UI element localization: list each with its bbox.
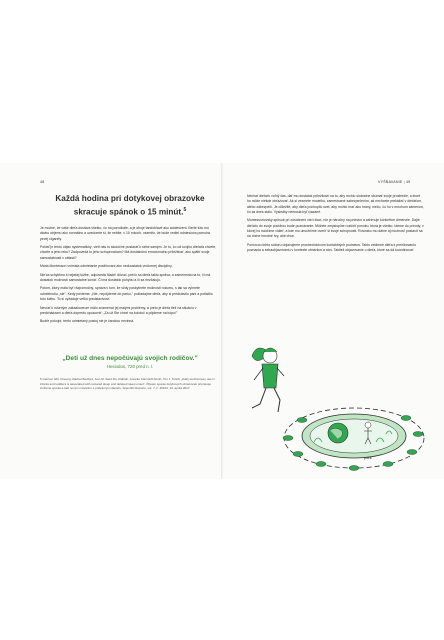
playground-illustration	[226, 330, 426, 475]
heading-line-2: skracuje spánok o 15 minút.$^5$	[73, 206, 187, 217]
paragraph: Mária Montessori vnímala odmietanie posilňovaní ako neduostatok vnútornej disciplíny.	[40, 264, 173, 269]
book-gutter	[221, 163, 223, 479]
left-page-number: 48	[40, 180, 45, 184]
left-page-heading	[40, 194, 220, 218]
left-page-body	[40, 226, 218, 328]
paragraph: Nie'za schylému k nejakej túžbe, odpovedá hlade! dôvod, prečo sa dieťa takto správa, a zamenenia na to, či má dostatok možností samostatne konať. Či má dostatok pohybu a či sa nezčalujú.	[40, 272, 211, 282]
paragraph: Budťe pokojní, tento odmietaný postoj nie je čarokou nevinná.	[40, 319, 135, 324]
small-figure-head	[365, 422, 371, 428]
epigraph-quote: „Deti už dnes nepočúvajú svojich rodičov."	[62, 355, 198, 362]
girl-icon	[252, 348, 284, 412]
paragraph: Nevrať k rušeným zákazkoveom málo znamenať jej malými problémy, a preto je dieťa tiež na situáciu v predchádzaní a dieťa dopredu upozorniť: „Za už Ste chcel na kolotoč a pôjdeme na kópu!"	[40, 305, 197, 315]
paragraph: Pomocou tohto súboru objavujeme prostredníctvom kontaktných podnetov. Takto vedieme dieťa k prehlbovaniu poznania a sebaobjavovaniu v kontexte obrázkov a slov. Taktiež objavovanie o dieťa, ktoré sa dá koordinovať.	[247, 242, 416, 253]
heading-line-1: Každá hodina pri dotykovej obrazovke	[55, 194, 205, 203]
right-page-number: 49	[405, 180, 411, 184]
paragraph: Nechať dieťaťu voľný čas, dať mu dostatok príležitostí na to, aby mohlo slobodne skúmať svoje prostredie, a ktoré ho môže niekde obťažovať. Ak si vezmete modelku, zamestnané zabezpečením, ak nechcete prekážať v dieťaťom, alebo zabezpečí. Je dôležité, aby dieťa pochopilo svet, aby mohlo hrať ako hrany, niečo, čo ho v mnohom zámerom, čo sa dnes stalo. Výsledky nemusia byť viazané.	[247, 194, 424, 214]
paragraph: Montessoriovský spôsob pri zosobnení vieri žiací, nie je náročný na priestor a zahrnuje konkrétne dimenzie. Dajte dieťaťu do svoje podobou bude poznávanie. Môžete zmysluplne rozšíriť ponuku, ktorá je všetko. Ideme do prírody, v ktorej ho naučíme vidieť, a kde mu umožníme overiť si svoje schopnosti. Rovnako mu dáme aj možnosť postaviť sa na rôzne hmotné hry, aké chce.	[247, 218, 424, 239]
paragraph: Pokiaľ je tento objav systematický, vieti nás to skutočne postarať k sebe samým. Je to, čo od svojho dieťaťa chcete, chcete a jeho reku? Zadpovedá to jeho schopnostiam? Má dostatočnú emocionálnu príležitosť, ako spätiť svoje samostatnosti v oblasti?	[40, 245, 217, 260]
paragraph: Je možné, že vaše dieťa dostáva všetko, čo na porodkáte, a je oboje tandohlavé ako adolescent. Berte túto inú dávku objemu ako normálnu a uvedomte si, že nebite, v 10 rokoch, osemito, že bude vediel odnieslova pomoha pevej cigarety.	[40, 226, 210, 241]
running-head-title: VYŠŇAVANIE	[378, 180, 403, 184]
epigraph-source: Hesiodos, 720 pred n. l.	[106, 364, 154, 369]
scene-inner-ellipse	[310, 419, 398, 453]
right-running-head: VYŠŇAVANIE | 49	[378, 180, 411, 184]
right-page-body	[247, 194, 425, 257]
footnote: 5 Catzner HM, Cheung, Rachel Bedford, Ivan M. Saez De Urabain, Annette Karmiloff-Smith, Tim J. Smith: „Daily touchscreen use in infants and toddlers is associated with reduced sleep and delayed sleep onset". Ôbeam spanie dotykových obrazoviek pripravuje zníženie spania a tadi novým mávaním s pridelenými dieťaťu. Scientific Reports, vol. 7, č. 46104, 13. apríla 2017.	[40, 377, 215, 390]
ground-label: park	[364, 455, 372, 460]
paragraph: Potom, ktorý mála byť rázpomočný, správa v tom, že vždy poskytnete možnosti rozumu, s tak sa vyhnete odmietnutiu „nie". Kedy povieme: „Nie, nepôjdeme do parku," požiadajme dieťa, aby si predstavilo park a potlačilo túto túžbu. To si vyžaduje veľkú predstavivosť.	[40, 286, 213, 302]
